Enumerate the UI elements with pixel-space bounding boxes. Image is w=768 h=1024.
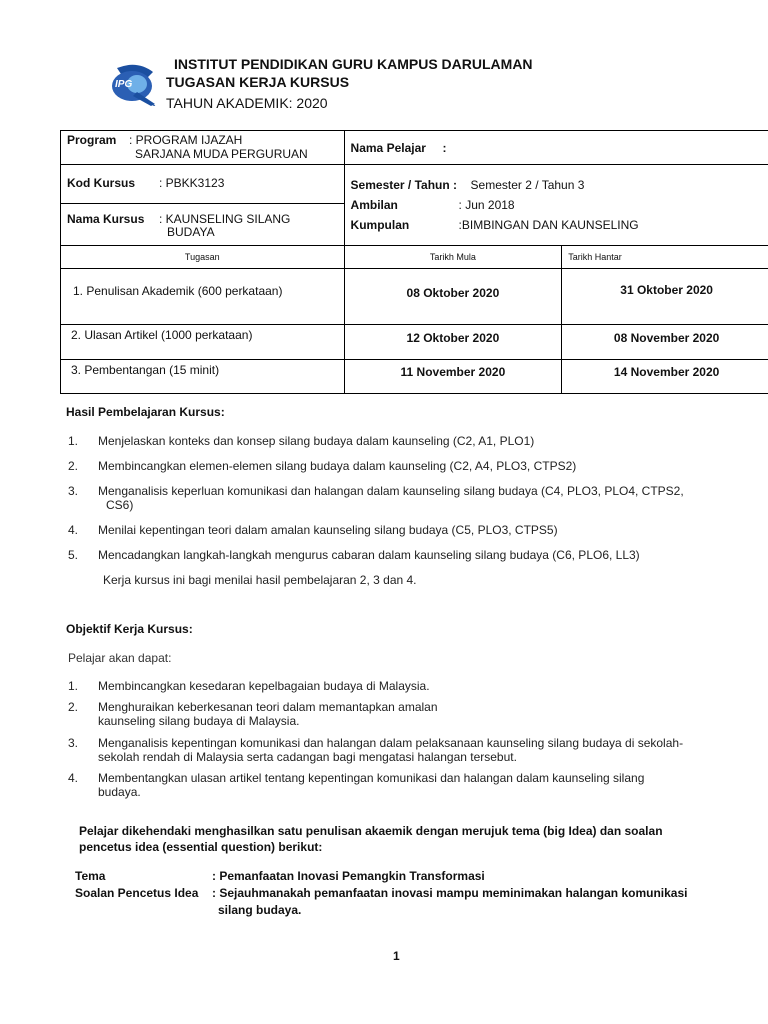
instruction-line-2: pencetus idea (essential question) berikut: (79, 840, 323, 854)
soalan-label: Soalan Pencetus Idea (75, 886, 199, 900)
document-title: TUGASAN KERJA KURSUS (166, 74, 350, 90)
list-item: Membincangkan kesedaran kepelbagaian budaya di Malaysia. (98, 679, 430, 693)
list-item-continued: budaya. (98, 785, 141, 799)
list-item: Menjelaskan konteks dan konsep silang budaya dalam kaunseling (C2, A1, PLO1) (98, 434, 535, 448)
list-number: 3. (68, 736, 79, 750)
nama-kursus-value-2: BUDAYA (167, 225, 215, 239)
task-name: 1. Penulisan Akademik (600 perkataan) (73, 284, 283, 298)
semester-value: Semester 2 / Tahun 3 (470, 178, 585, 192)
hasil-title: Hasil Pembelajaran Kursus: (66, 405, 225, 419)
list-item-continued: sekolah rendah di Malaysia serta cadangan bagi mengatasi halangan tersebut. (98, 750, 517, 764)
list-number: 4. (68, 523, 79, 537)
list-number: 1. (68, 679, 79, 693)
program-value-2: SARJANA MUDA PERGURUAN (135, 147, 308, 161)
list-number: 2. (68, 700, 79, 714)
objektif-intro: Pelajar akan dapat: (68, 651, 172, 665)
task-start-date: 11 November 2020 (400, 365, 506, 379)
task-start-date: 08 Oktober 2020 (406, 286, 500, 300)
ambilan-value: : Jun 2018 (458, 198, 515, 212)
list-item: Menganalisis kepentingan komunikasi dan halangan dalam pelaksanaan kaunseling silang budaya di sekolah- (98, 736, 684, 750)
logo-text: IPG (115, 79, 133, 90)
row-divider (61, 203, 344, 204)
academic-year: TAHUN AKADEMIK: 2020 (166, 95, 328, 111)
list-number: 2. (68, 459, 79, 473)
soalan-value-2: silang budaya. (218, 903, 302, 917)
program-value-1: : PROGRAM IJAZAH (129, 133, 243, 147)
nama-kursus-value-1: : KAUNSELING SILANG (159, 212, 291, 226)
kumpulan-value: :BIMBINGAN DAN KAUNSELING (458, 218, 639, 232)
list-item: Membincangkan elemen-elemen silang budaya dalam kaunseling (C2, A4, PLO3, CTPS2) (98, 459, 577, 473)
nama-pelajar-value: : (442, 141, 447, 155)
list-number: 4. (68, 771, 79, 785)
ipg-logo (107, 62, 157, 106)
list-number: 5. (68, 548, 79, 562)
task-due-date: 31 Oktober 2020 (620, 283, 713, 297)
list-item-continued: kaunseling silang budaya di Malaysia. (98, 714, 300, 728)
task-name: 2. Ulasan Artikel (1000 perkataan) (71, 328, 253, 342)
kumpulan-label: Kumpulan (350, 218, 410, 232)
page-number: 1 (393, 949, 400, 963)
hasil-note: Kerja kursus ini bagi menilai hasil pembelajaran 2, 3 dan 4. (103, 573, 417, 587)
list-item: Membentangkan ulasan artikel tentang kepentingan komunikasi dan halangan dalam kaunseling silang (98, 771, 645, 785)
col-header-tarikh-hantar: Tarikh Hantar (568, 252, 622, 262)
task-row (61, 325, 768, 360)
nama-kursus-label: Nama Kursus (67, 212, 145, 226)
list-item: Mencadangkan langkah-langkah mengurus cabaran dalam kaunseling silang budaya (C6, PLO6, LL3) (98, 548, 640, 562)
kod-kursus-value: : PBKK3123 (159, 176, 225, 190)
list-item-continued: CS6) (106, 498, 134, 512)
tema-value: : Pemanfaatan Inovasi Pemangkin Transformasi (212, 869, 485, 883)
task-name: 3. Pembentangan (15 minit) (71, 363, 220, 377)
objektif-title: Objektif Kerja Kursus: (66, 622, 193, 636)
task-start-date: 12 Oktober 2020 (406, 331, 500, 345)
col-header-tugasan: Tugasan (184, 252, 220, 262)
list-item: Menganalisis keperluan komunikasi dan halangan dalam kaunseling silang budaya (C4, PLO3, PLO4, CTPS2, (98, 484, 684, 498)
course-info-table (60, 130, 768, 394)
program-label: Program (67, 133, 117, 147)
instruction-line-1: Pelajar dikehendaki menghasilkan satu penulisan akaemik dengan merujuk tema (big Idea) dan soalan (79, 824, 663, 838)
ambilan-label: Ambilan (350, 198, 398, 212)
list-number: 3. (68, 484, 79, 498)
list-item: Menilai kepentingan teori dalam amalan kaunseling silang budaya (C5, PLO3, CTPS5) (98, 523, 558, 537)
tema-label: Tema (75, 869, 106, 883)
semester-label: Semester / Tahun : (350, 178, 458, 192)
task-due-date: 08 November 2020 (613, 331, 720, 345)
task-due-date: 14 November 2020 (613, 365, 720, 379)
task-row (61, 269, 768, 325)
soalan-value-1: : Sejauhmanakah pemanfaatan inovasi mampu meminimakan halangan komunikasi (212, 886, 688, 900)
institute-title: INSTITUT PENDIDIKAN GURU KAMPUS DARULAMAN (174, 56, 533, 72)
task-row (61, 360, 768, 394)
nama-pelajar-label: Nama Pelajar (350, 141, 426, 155)
list-item: Menghuraikan keberkesanan teori dalam memantapkan amalan (98, 700, 438, 714)
col-header-tarikh-mula: Tarikh Mula (429, 252, 476, 262)
list-number: 1. (68, 434, 79, 448)
kod-kursus-label: Kod Kursus (67, 176, 136, 190)
